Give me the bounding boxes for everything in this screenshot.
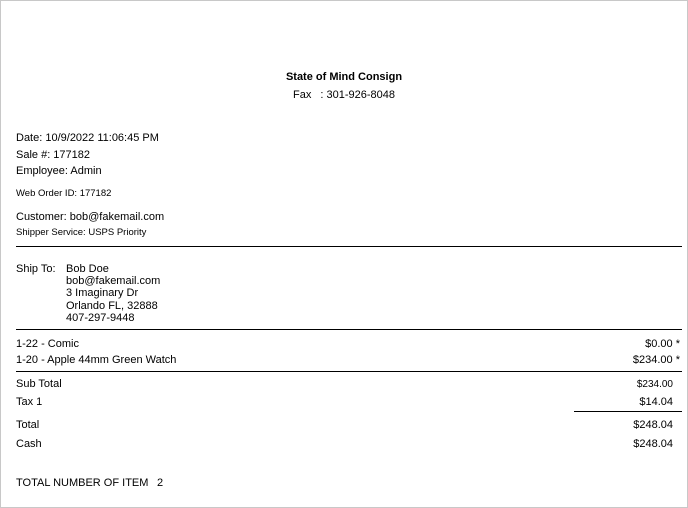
divider-items-bottom (16, 371, 682, 372)
store-name: State of Mind Consign (285, 71, 403, 83)
fax-line (0, 89, 688, 101)
line-item-price: $0.00 * (645, 338, 680, 350)
item-count-value: 2 (157, 477, 164, 489)
total-value: $248.04 (633, 419, 673, 431)
ship-to-street: 3 Imaginary Dr (66, 287, 139, 300)
line-item-description: 1-22 - Comic (16, 338, 79, 350)
ship-to-address (66, 263, 160, 324)
line-item-price: $234.00 * (632, 354, 680, 366)
divider-info (16, 246, 682, 247)
cash-label: Cash (16, 438, 42, 450)
web-order-id: Web Order ID: 177182 (16, 188, 112, 199)
ship-to-label: Ship To: (16, 263, 56, 275)
sale-date: Date: 10/9/2022 11:06:45 PM (16, 132, 159, 144)
tax-value: $14.04 (639, 396, 673, 408)
ship-to-email: bob@fakemail.com (66, 275, 161, 288)
shipper-service: Shipper Service: USPS Priority (16, 227, 147, 238)
total-label: Total (16, 419, 40, 431)
fax-label: Fax (293, 89, 312, 101)
cash-value: $248.04 (633, 438, 673, 450)
subtotal-label: Sub Total (16, 378, 62, 390)
ship-to-name: Bob Doe (66, 263, 109, 275)
ship-to-phone: 407-297-9448 (66, 311, 135, 324)
fax-number: : 301-926-8048 (320, 89, 395, 101)
divider-items-top (16, 329, 682, 330)
divider-total (574, 411, 682, 412)
subtotal-value: $234.00 (636, 379, 673, 390)
customer: Customer: bob@fakemail.com (16, 211, 165, 223)
line-item-description: 1-20 - Apple 44mm Green Watch (16, 354, 177, 366)
sale-number: Sale #: 177182 (16, 149, 91, 161)
tax-label: Tax 1 (16, 396, 43, 408)
item-count-label: TOTAL NUMBER OF ITEM (16, 477, 149, 489)
employee: Employee: Admin (16, 165, 102, 177)
ship-to-city: Orlando FL, 32888 (66, 299, 158, 312)
